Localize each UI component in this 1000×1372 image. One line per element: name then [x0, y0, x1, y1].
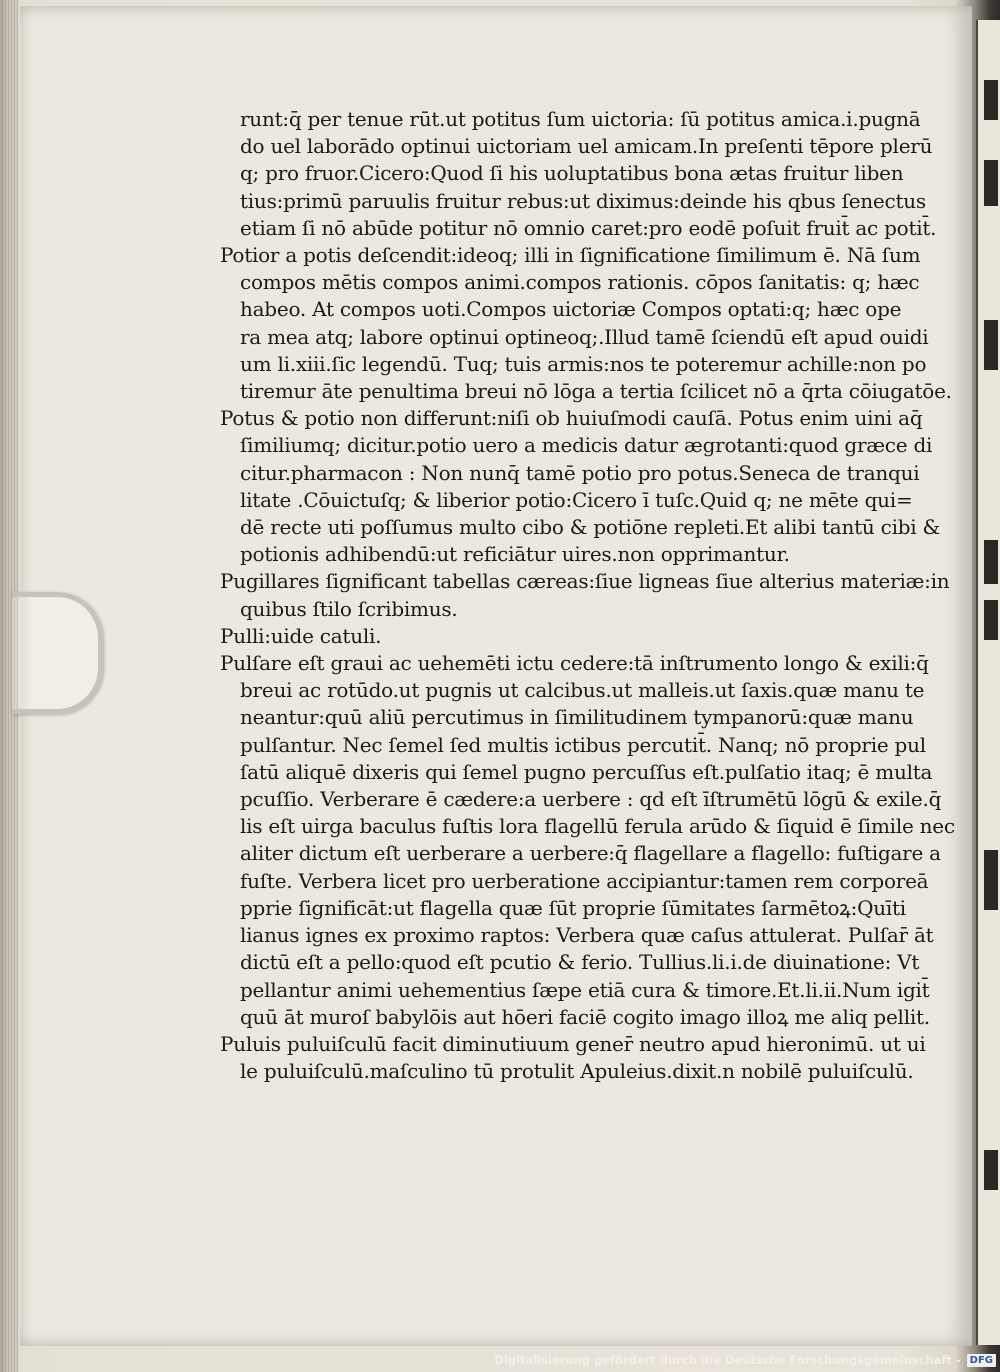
- text-line: compos mētis compos animi.compos rationis. cōpos ſanitatis: q; hæc: [240, 270, 920, 295]
- text-line: citur.pharmacon : Non nunq̄ tamē potio pro potus.Seneca de tranqui: [240, 460, 920, 485]
- book-page: [20, 6, 972, 1346]
- page-text: [220, 106, 960, 1085]
- paper-clip: [12, 592, 103, 714]
- text-line: quū āt muroſ babylōis aut hōeri faciē cogito imago illoꝝ me aliq pellit.: [240, 1004, 930, 1029]
- text-line: pprie ſignificāt:ut flagella quæ ſūt proprie ſūmitates ſarmētoꝝ:Quīti: [240, 895, 906, 920]
- text-line: lis eſt uirga baculus fuſtis lora flagellū ferula arūdo & ſiquid ē ſimile nec: [240, 814, 955, 839]
- text-line: le puluiſculū.maſculino tū protulit Apuleius.dixit.n nobilē puluiſculū.: [240, 1059, 914, 1084]
- text-line: dē recte uti poſſumus multo cibo & potiōne repleti.Et alibi tantū cibi &: [240, 515, 941, 540]
- text-line: do uel laborādo optinui uictoriam uel amicam.In preſenti tēpore plerū: [240, 134, 933, 159]
- text-line: litate .Cōuictuſq; & liberior potio:Cicero ī tuſc.Quid q; ne mēte qui=: [240, 487, 913, 512]
- entry-line: Pulſare eſt graui ac uehemēti ictu cedere:tā inſtrumento longo & exili:q̄: [220, 651, 929, 676]
- text-line: ra mea atq; labore optinui optineoq;.Illud tamē ſciendū eſt apud ouidi: [240, 324, 929, 349]
- entry-line: Pulli:uide catuli.: [220, 623, 382, 648]
- text-line: pellantur animi uehementius ſæpe etiā cura & timore.Et.li.ii.Num igit̄: [240, 977, 930, 1002]
- right-page-edge: [976, 20, 1000, 1345]
- dfg-logo: DFG: [967, 1354, 996, 1367]
- text-line: quibus ſtilo ſcribimus.: [240, 596, 458, 621]
- entry-line: Pugillares ſignificant tabellas cæreas:ſiue ligneas ſiue alterius materiæ:in: [220, 569, 950, 594]
- entry-line: Potus & potio non differunt:niſi ob huiuſmodi cauſā. Potus enim uini aq̄: [220, 406, 923, 431]
- text-line: tius:primū paruulis fruitur rebus:ut diximus:deinde his qbus ſenectus: [240, 188, 926, 213]
- text-line: um li.xiii.ſic legendū. Tuq; tuis armis:nos te poteremur achille:non po: [240, 351, 927, 376]
- text-line: runt:q̄ per tenue rūt.ut potitus ſum uictoria: ſū potitus amica.i.pugnā: [240, 107, 921, 131]
- entry-line: Puluis puluiſculū facit diminutiuum gener̄ neutro apud hieronimū. ut ui: [220, 1031, 926, 1056]
- text-line: etiam ſi nō abūde potitur nō omnio caret:pro eodē poſuit fruit̄ ac potit̄.: [240, 215, 937, 240]
- text-line: tiremur āte penultima breui nō lōga a tertia ſcilicet nō a q̄rta cōiugatōe.: [240, 379, 952, 404]
- text-line: q; pro fruor.Cicero:Quod ſi his uoluptatibus bona ætas fruitur liben: [240, 161, 904, 186]
- footer-credit: [494, 1350, 996, 1370]
- text-line: lianus ignes ex proximo raptos: Verbera quæ caſus attulerat. Pulſar̄ āt: [240, 923, 934, 948]
- entry-line: Potior a potis deſcendit:ideoq; illi in ſignificatione ſimilimum ē. Nā ſum: [220, 243, 921, 268]
- text-line: breui ac rotūdo.ut pugnis ut calcibus.ut malleis.ut ſaxis.quæ manu te: [240, 678, 925, 703]
- footer-credit-text: Digitalisierung gefördert durch die Deutsche Forschungsgemeinschaft -: [494, 1353, 961, 1367]
- text-line: dictū eſt a pello:quod eſt pcutio & ferio. Tullius.li.i.de diuinatione: Vt: [240, 950, 920, 975]
- text-line: pulſantur. Nec ſemel ſed multis ictibus percutit̄. Nanq; nō proprie pul: [240, 732, 926, 757]
- text-line: ſimiliumq; dicitur.potio uero a medicis datur ægrotanti:quod græce di: [240, 433, 933, 458]
- text-line: aliter dictum eſt uerberare a uerbere:q̄ flagellare a flagello: fuſtigare a: [240, 841, 941, 866]
- text-line: neantur:quū aliū percutimus in ſimilitudinem tympanorū:quæ manu: [240, 705, 914, 730]
- text-line: fuſte. Verbera licet pro uerberatione accipiantur:tamen rem corporeā: [240, 868, 929, 893]
- text-line: pcuſſio. Verberare ē cædere:a uerbere : qd eſt īſtrumētū lōgū & exile.q̄: [240, 787, 942, 812]
- text-line: ſatū aliquē dixeris qui ſemel pugno percuſſus eſt.pulſatio itaq; ē multa: [240, 759, 933, 784]
- text-line: habeo. At compos uoti.Compos uictoriæ Compos optati:q; hæc ope: [240, 297, 902, 322]
- text-line: potionis adhibendū:ut reficiātur uires.non opprimantur.: [240, 542, 790, 567]
